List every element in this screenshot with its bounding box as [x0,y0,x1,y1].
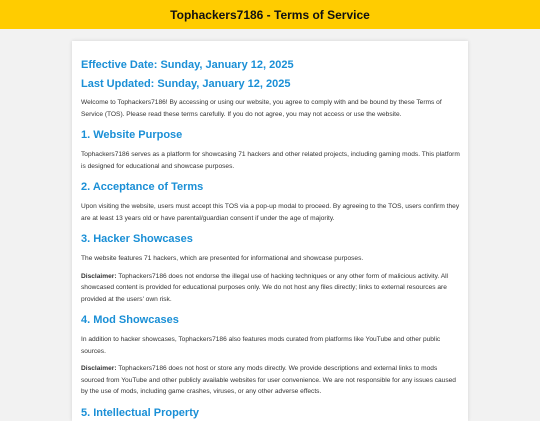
section-title-website-purpose: 1. Website Purpose [81,129,183,141]
disclaimer-text: Tophackers7186 does not endorse the illegal use of hacking techniques or any other form of malicious activity. All showcased content is provided for educational purposes only. We do not host any files directly; links to external resources are provided at the users' own risk. [81,272,449,303]
intro-paragraph: Welcome to Tophackers7186! By accessing or using our website, you agree to comply with and be bound by these Terms of Service (TOS). Please read these terms carefully. If you do not agree, you may not access or use the website. [81,99,442,118]
last-updated-date: Last Updated: Sunday, January 12, 2025 [81,78,291,90]
terms-content-card [72,41,468,421]
section-title-hacker-showcases: 3. Hacker Showcases [81,233,193,245]
disclaimer-text: Tophackers7186 does not host or store any mods directly. We provide descriptions and external links to mods sourced from YouTube and other publicly available websites for user convenience. We are not responsible for any issues caused by the use of mods, including game crashes, viruses, or any other adverse effects. [81,365,456,395]
section-text-hacker-showcases: The website features 71 hackers, which are presented for informational and showcase purposes. [81,255,364,262]
section-title-intellectual-property: 5. Intellectual Property [81,406,199,419]
disclaimer-mod-showcases [81,363,460,398]
section-text-acceptance: Upon visiting the website, users must accept this TOS via a pop-up modal to proceed. By agreeing to the TOS, users confirm they are at least 13 years old or have parental/guardian consent if under the age of majority. [81,203,460,222]
page-title: Tophackers7186 - Terms of Service [170,7,370,22]
section-text-mod-showcases: In addition to hacker showcases, Tophackers7186 also features mods curated from platforms like YouTube and other public sources. [81,336,441,355]
top-header-bar [0,0,540,29]
effective-date: Effective Date: Sunday, January 12, 2025 [81,59,294,71]
disclaimer-label: Disclaimer: [81,272,117,280]
disclaimer-hacker-showcases [81,271,460,306]
section-text-website-purpose: Tophackers7186 serves as a platform for showcasing 71 hackers and other related projects, including gaming mods. This platform is designed for educational and showcase purposes. [81,151,460,170]
section-title-mod-showcases: 4. Mod Showcases [81,314,179,326]
section-title-acceptance: 2. Acceptance of Terms [81,181,204,193]
disclaimer-label: Disclaimer: [81,365,117,372]
